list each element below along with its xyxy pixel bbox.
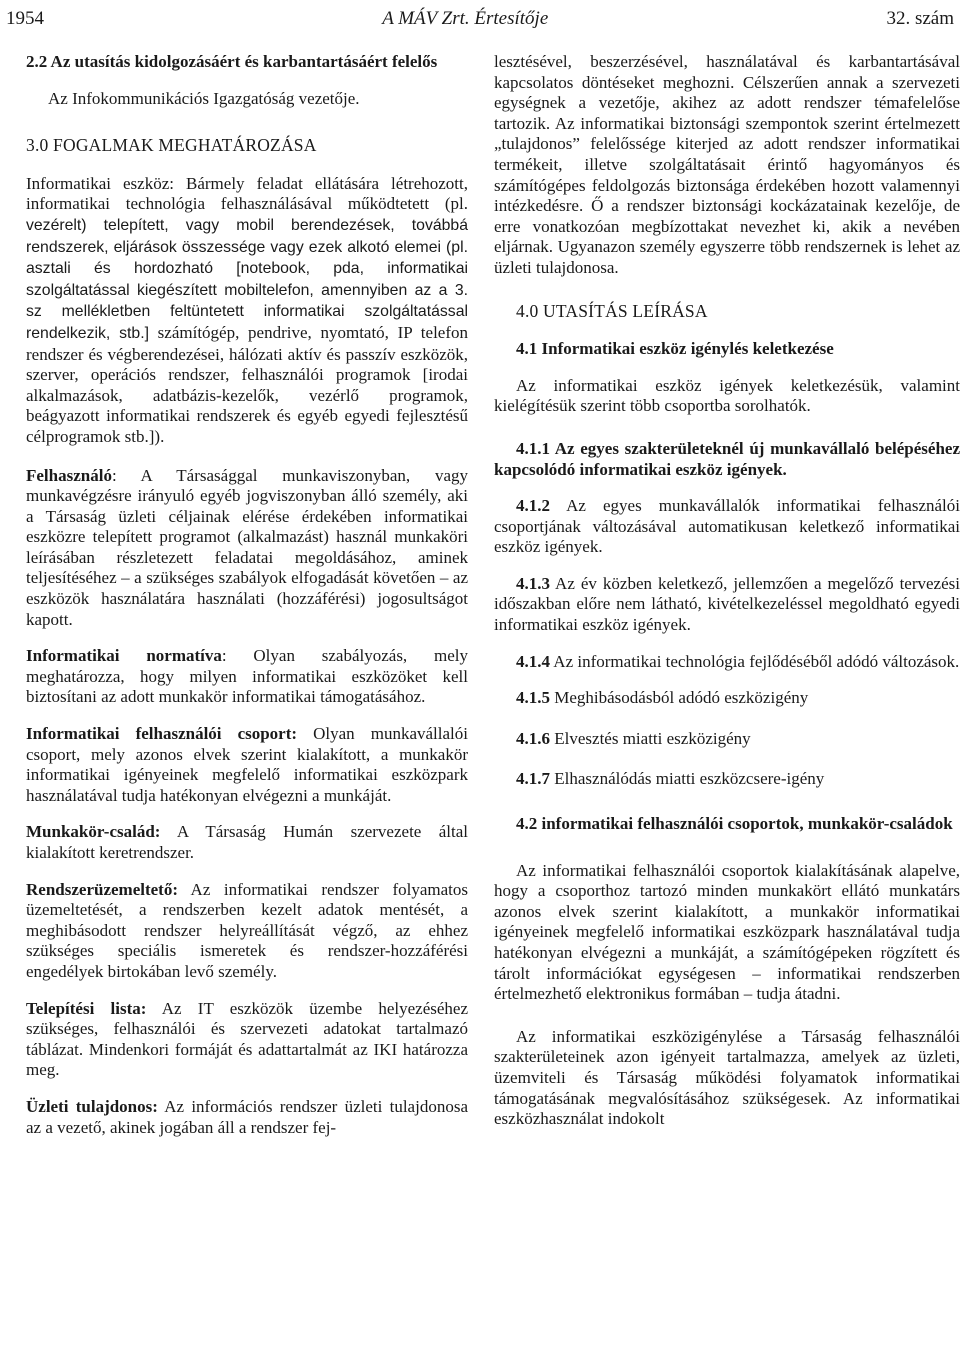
section-4-1-4: 4.1.4 Az informatikai technológia fejlődéséből adódó változások.: [516, 651, 960, 671]
section-number: 4.1.3: [516, 573, 550, 593]
section-number: 4.1.6: [516, 728, 550, 748]
section-3-0-title: 3.0 FOGALMAK MEGHATÁROZÁSA: [26, 135, 317, 156]
section-4-1-3: 4.1.3 Az év közben keletkező, jellemzően a megelőző tervezési időszakban előre nem látható, kivételkezeléssel megoldható egyedi informatikai eszköz igények.: [494, 573, 960, 635]
section-4-1-title: 4.1 Informatikai eszköz igénylés keletkezése: [516, 339, 834, 359]
definition-informatikai-eszkoz: Informatikai eszköz: Bármely feladat ellátására létrehozott, informatikai technológia felhasználásával működtetett (pl. vezérelt) telepített, vagy mobil berendezések, továbbá rendszerek, eljárások összessége vagy ezek alkotó elemei (pl. asztali és hordozható [notebook, pda, informatikai szolgáltatással kiegészített mobiltelefon, amennyiben az a 3. sz mellékletben feltüntetett informatikai szolgáltatással rendelkezik, stb.] számítógép, pendrive, nyomtató, IP telefon rendszer és végberendezései, hálózati aktív és passzív eszközök, szerver, operációs rendszer, felhasználói programok [irodai alkalmazások, adatbázis-kezelők, vezérlő programok, beágyazott informatikai rendszerek és egyéb egyedi fejlesztésű célprogramok stb.]).: [26, 173, 468, 446]
uzleti-tulajdonos-continued: lesztésével, beszerzésével, használatával és karbantartásával kapcsolatos döntéseket meghozni. Célszerűen annak a szervezeti egységnek a vezetője, akihez az adott rendszer témafelelőse tartozik. Az informatikai biztonsági szempontok szerint értelmezett „tulajdonos” felelőssége kiterjed az adott rendszer informatikai termékeit, illetve szolgáltatásait érintő hagyományos és számítógépes feldolgozás biztonsága érdekében hozott valamennyi intézkedésre. Ő a rendszer biztonsági kockázatainak kezelője, de erre vonatkozóan megbízottakat nevezhet ki, akik a nevében eljárnak. Ugyanazon személy egyszerre több rendszernek is lehet az üzleti tulajdonosa.: [494, 52, 960, 277]
section-4-1-5: 4.1.5 Meghibásodásból adódó eszközigény: [516, 688, 809, 708]
section-4-2-title: 4.2 informatikai felhasználói csoportok, munkakör-családok: [516, 814, 953, 834]
term: Felhasználó: [26, 465, 112, 485]
left-column: [26, 52, 468, 1368]
definition-informatikai-normativa: Informatikai normatíva: Olyan szabályozás, mely meghatározza, hogy milyen informatikai eszközöket kell biztosítani az adott munkakör informatikai támogatásához.: [26, 646, 468, 707]
definition-rendszeruzemelteto: Rendszerüzemeltető: Az informatikai rendszer folyamatos üzemeltetését, a rendszerben kezelt adatok mentését, a meghibásodott rendszer helyreállítását végző, az ehhez szükséges speciális ismeretek és rendszer-hozzáférési engedélyek birtokában levő személy.: [26, 879, 468, 981]
term: Rendszerüzemeltető:: [26, 879, 178, 899]
section-2-2-body: Az Infokommunikációs Igazgatóság vezetője.: [48, 88, 360, 108]
issue-number: 32. szám: [886, 8, 954, 29]
term: Informatikai eszköz: [26, 173, 170, 193]
section-4-1-1: 4.1.1 Az egyes szakterületeknél új munkavállaló belépéséhez kapcsolódó informatikai eszköz igények.: [494, 438, 960, 479]
term: Informatikai felhasználói csoport:: [26, 724, 298, 744]
term: Munkakör-család:: [26, 822, 161, 842]
section-4-2-paragraph-2: Az informatikai eszközigénylése a Társaság felhasználói szakterületeinek azon igényeit tartalmazza, amelyek az üzleti, üzemviteli és Társaság működési folyamatok informatikai támogatásának megvalósításához szükségesek. Az informatikai eszközhasználat indokolt: [494, 1026, 960, 1129]
term: Üzleti tulajdonos:: [26, 1096, 158, 1116]
definition-felhasznaloi-csoport: Informatikai felhasználói csoport: Olyan munkavállalói csoport, mely azonos elvek szerint kialakított, a munkakör informatikai igényeinek megfelelő informatikai eszközpark használatával tudja hatékonyan elvégezni a munkáját.: [26, 724, 468, 805]
section-number: 4.1.7: [516, 769, 550, 789]
section-4-1-body: Az informatikai eszköz igények keletkezésük, valamint kielégítésük szerint több csoportba sorolhatók.: [494, 375, 960, 416]
term: Telepítési lista:: [26, 998, 147, 1018]
section-4-0-title: 4.0 UTASÍTÁS LEÍRÁSA: [516, 300, 708, 321]
definition-uzleti-tulajdonos: Üzleti tulajdonos: Az információs rendszer üzleti tulajdonosa az a vezető, akinek jogában áll a rendszer fej-: [26, 1096, 468, 1137]
definition-munkakor-csalad: Munkakör-család: A Társaság Humán szervezete által kialakított keretrendszer.: [26, 822, 468, 862]
page-number: 1954: [6, 8, 44, 29]
page-header: [0, 0, 960, 38]
definition-telepitesi-lista: Telepítési lista: Az IT eszközök üzembe helyezéséhez szükséges, felhasználói és szervezeti adatokat tartalmazó táblázat. Mindenkori formáját és adattartalmát az IKI határozza meg.: [26, 998, 468, 1080]
section-number: 4.1.5: [516, 688, 550, 708]
section-4-2-paragraph-1: Az informatikai felhasználói csoportok kialakításának alapelve, hogy a csoporthoz tartozó minden munkakört ellátó munkatárs azonos elvek szerint kialakított, a munkakör informatikai igényeinek megfelelő informatikai eszközpark használatával tudja hatékonyan elvégezni a munkáját, a számítógépeken rögzített és tárolt információkat egységesen – informatikai rendszerben értelmezhető elektronikus formában – tudja átadni.: [494, 860, 960, 1004]
journal-title: A MÁV Zrt. Értesítője: [382, 8, 549, 29]
section-2-2-title: 2.2 Az utasítás kidolgozásáért és karbantartásáért felelős: [26, 52, 438, 71]
section-4-1-6: 4.1.6 Elvesztés miatti eszközigény: [516, 728, 751, 748]
definition-felhasznalo: Felhasználó: A Társasággal munkaviszonyban, vagy munkavégzésre irányuló egyéb jogviszonyban álló személy, aki a Társaság üzleti céljainak elérése érdekében informatikai eszközre telepített programot (alkalmazást) használ munkaköri leírásában részletezett feladatai megoldásához, aminek teljesítéséhez – a szükséges szabályok elfogadását követően – az eszközök használatára használati (hozzáférési) jogosultságot kapott.: [26, 465, 468, 629]
section-number: 4.1.4: [516, 651, 550, 671]
section-4-1-7: 4.1.7 Elhasználódás miatti eszközcsere-igény: [516, 769, 825, 789]
section-4-1-2: 4.1.2 Az egyes munkavállalók informatikai felhasználói csoportjának változásával automatikusan keletkező informatikai eszköz igények.: [494, 496, 960, 557]
section-number: 4.1.2: [516, 496, 550, 516]
right-column: [494, 52, 960, 1368]
term: Informatikai normatíva: [26, 646, 222, 666]
